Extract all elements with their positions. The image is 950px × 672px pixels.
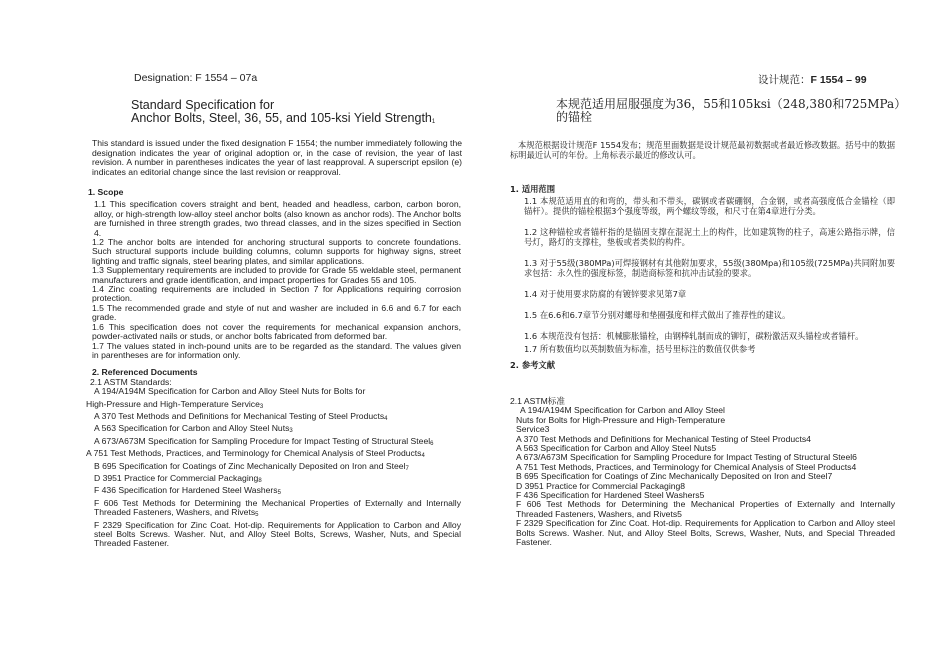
reference-item-cn: F 2329 Specification for Zinc Coat. Hot-dip. Requirements for Application to Carbon and Alloy steel Bolts Screws. Washer. Nut, and Alloy Steel Bolts, Screws, Washer, Nuts, and Special Threaded Fastener.	[516, 518, 895, 548]
footnote-mark: 3	[259, 403, 264, 410]
scope-item: 1.4 Zinc coating requirements are included in Section 7 for Applications requiring corrosion protection.	[92, 284, 461, 304]
reference-item: High-Pressure and High-Temperature Service$_3$	[86, 398, 264, 410]
reference-item-cn: A 751 Test Methods, Practices, and Terminology for Chemical Analysis of Steel Products4	[516, 461, 857, 472]
reference-list-cn	[510, 406, 895, 547]
footnote-mark: 5	[277, 490, 281, 497]
scope-heading: 1. Scope	[88, 187, 124, 197]
reference-item: F 436 Specification for Hardened Steel Washers$_5$	[94, 485, 281, 497]
reference-item-cn: A 563 Specification for Carbon and Alloy Steel Nuts5	[516, 443, 717, 454]
reference-item: F 606 Test Methods for Determining the Mechanical Properties of Externally and Internally Threaded Fasteners, Washers, and Rivets$_5$	[94, 497, 461, 519]
refs-heading: 2. Referenced Documents	[92, 367, 198, 378]
scope-item-cn: 1.2 这种锚栓或者锚杆指的是锚固支撑在混泥土上的构件，比如建筑物的柱子，高速公路指示牌，信号灯，路灯的支撑柱，垫板或者类似的构件。	[524, 227, 895, 247]
scope-item-cn: 1.1 本规范适用直的和弯的，带头和不带头，碳钢或者碳硼钢，合金钢，或者高强度低合金锚栓（即锚杆）。提供的锚栓根据3个强度等级，两个螺纹等级，和尺寸在第4章进行分类。	[524, 196, 895, 216]
refs-section-cn	[510, 397, 895, 548]
footnote-mark: 7	[405, 465, 409, 472]
scope-item-cn: 1.5 在6.6和6.7章节分别对螺母和垫圈强度和样式做出了推荐性的建议。	[524, 310, 791, 320]
scope-item: 1.1 This specification covers straight and bent, headed and headless, carbon, carbon boron, alloy, or high-strength low-alloy steel anchor bolts (also known as anchor rods). The Anchor bolts are furnished in three strength grades, two thread classes, and in the sizes specified in Section 4.	[94, 199, 462, 238]
title-footnote-mark: 1	[431, 119, 436, 125]
refs-subheading: 2.1 ASTM Standards:	[90, 376, 172, 387]
reference-item-cn: D 3951 Practice for Commercial Packaging8	[516, 480, 686, 491]
scope-section-cn	[510, 184, 895, 370]
reference-item-cn: A 370 Test Methods and Definitions for Mechanical Testing of Steel Products4	[516, 433, 811, 444]
refs-subheading-cn: 2.1 ASTM标准	[510, 396, 565, 406]
reference-item-cn: F 436 Specification for Hardened Steel Washers5	[516, 490, 705, 501]
refs-heading-cn: 2. 参考文献	[510, 360, 556, 370]
reference-item: A 370 Test Methods and Definitions for Mechanical Testing of Steel Products$_4$	[94, 410, 388, 422]
scope-item: 1.3 Supplementary requirements are included to provide for Grade 55 weldable steel, permanent manufacturers and grade identification, and impact properties for Grades 55 and 105.	[92, 265, 461, 285]
footnote-mark: 3	[289, 428, 293, 435]
reference-item: D 3951 Practice for Commercial Packaging$_8$	[94, 472, 262, 484]
reference-item-cn: Nuts for Bolts for High-Pressure and High-Temperature	[516, 414, 726, 425]
title-line-2: Anchor Bolts, Steel, 36, 55, and 105-ksi Yield Strength$_1$	[131, 111, 436, 125]
scope-item: 1.6 This specification does not cover the requirements for mechanical expansion anchors, powder-activated nails or studs, or anchor bolts fabricated from deformed bar.	[92, 321, 461, 342]
scope-heading-cn: 1. 适用范围	[510, 184, 556, 194]
reference-item: A 673/A673M Specification for Sampling Procedure for Impact Testing of Structural Steel$_6$	[94, 435, 434, 447]
scope-item-cn: 1.4 对于使用要求防腐的有镀锌要求见第7章	[524, 289, 687, 299]
scope-item-cn: 1.3 对于55级(380MPa)可焊接钢材有其他附加要求，55级(380Mpa)和105级(725MPa)共同附加要求包括：永久性的强度标签，制造商标签和抗冲击试验的要求。	[524, 258, 895, 278]
designation-cn: 设计规范：F 1554 – 99	[758, 74, 867, 86]
reference-item-cn: Service3	[516, 424, 550, 435]
intro-paragraph-cn: 本规范根据设计规范F 1554发布；规范里面数据是设计规范最初数据或者最近修改数据。括号中的数据标明最近认可的年份。上角标表示最近的修改认可。	[510, 140, 895, 160]
reference-item: A 194/A194M Specification for Carbon and Alloy Steel Nuts for Bolts for	[94, 386, 366, 397]
reference-item-cn: A 673/A673M Specification for Sampling Procedure for Impact Testing of Structural Steel6	[516, 452, 857, 463]
scope-item: 1.7 The values stated in inch-pound units are to be regarded as the standard. The values given in parentheses are for information only.	[92, 340, 461, 360]
reference-item: B 695 Specification for Coatings of Zinc Mechanically Deposited on Iron and Steel$_7$	[94, 460, 409, 472]
footnote-mark: 4	[384, 415, 388, 422]
designation: Designation: F 1554 – 07a	[134, 72, 258, 84]
standard-title	[131, 99, 461, 129]
footnote-mark: 8	[258, 477, 262, 484]
scope-section	[86, 188, 461, 552]
reference-item: F 2329 Specification for Zinc Coat. Hot-dip. Requirements for Application to Carbon and Alloy steel Bolts Screws. Washer. Nut, and Alloy Steel Bolts, Screws, Washer, Nuts, and Special Threaded Fastener.	[94, 519, 461, 549]
reference-item-cn: B 695 Specification for Coatings of Zinc Mechanically Deposited on Iron and Steel7	[516, 471, 833, 482]
footnote-mark: 5	[255, 512, 259, 519]
reference-list	[86, 387, 461, 552]
title-cn-line-1: 本规范适用屈服强度为36，55和105ksi（248,380和725MPa）	[556, 97, 907, 111]
scope-item-cn: 1.7 所有数值均以英制数值为标准，括号里标注的数值仅供参考	[524, 344, 756, 354]
intro-paragraph: This standard is issued under the fixed designation F 1554; the number immediately following the designation indicates the year of original adoption or, in the case of revision, the year of last revision. A number in parentheses indicates the year of last reapproval. A superscript epsilon (e) indicates an editorial change since the last revision or reapproval.	[92, 138, 462, 177]
reference-item: A 751 Test Methods, Practices, and Terminology for Chemical Analysis of Steel Products$_4$	[86, 448, 425, 460]
footnote-mark: 6	[430, 440, 434, 447]
reference-item-cn: F 606 Test Methods for Determining the Mechanical Properties of Externally and Internally Threaded Fasteners, Washers, and Rivets5	[516, 499, 895, 519]
footnote-mark: 4	[421, 453, 425, 460]
scope-item: 1.5 The recommended grade and style of nut and washer are included in 6.6 and 6.7 for each grade.	[92, 302, 461, 323]
title-line-1: Standard Specification for	[131, 98, 275, 112]
title-cn-line-2: 的锚栓	[556, 110, 593, 124]
scope-item-cn: 1.6 本规范没有包括：机械膨胀锚栓，由钢棒轧制而成的铆钉，碳粉激活双头锚栓或者锚杆。	[524, 331, 864, 341]
scope-item: 1.2 The anchor bolts are intended for anchoring structural supports to concrete foundations. Such structural supports include building columns, column supports for highway signs, street lighting and traffic signals, steel bearing plates, and similar applications.	[92, 237, 461, 266]
reference-item-cn: A 194/A194M Specification for Carbon and Alloy Steel	[520, 405, 725, 416]
standard-title-cn	[556, 97, 907, 124]
reference-item: A 563 Specification for Carbon and Alloy Steel Nuts$_3$	[94, 423, 293, 435]
